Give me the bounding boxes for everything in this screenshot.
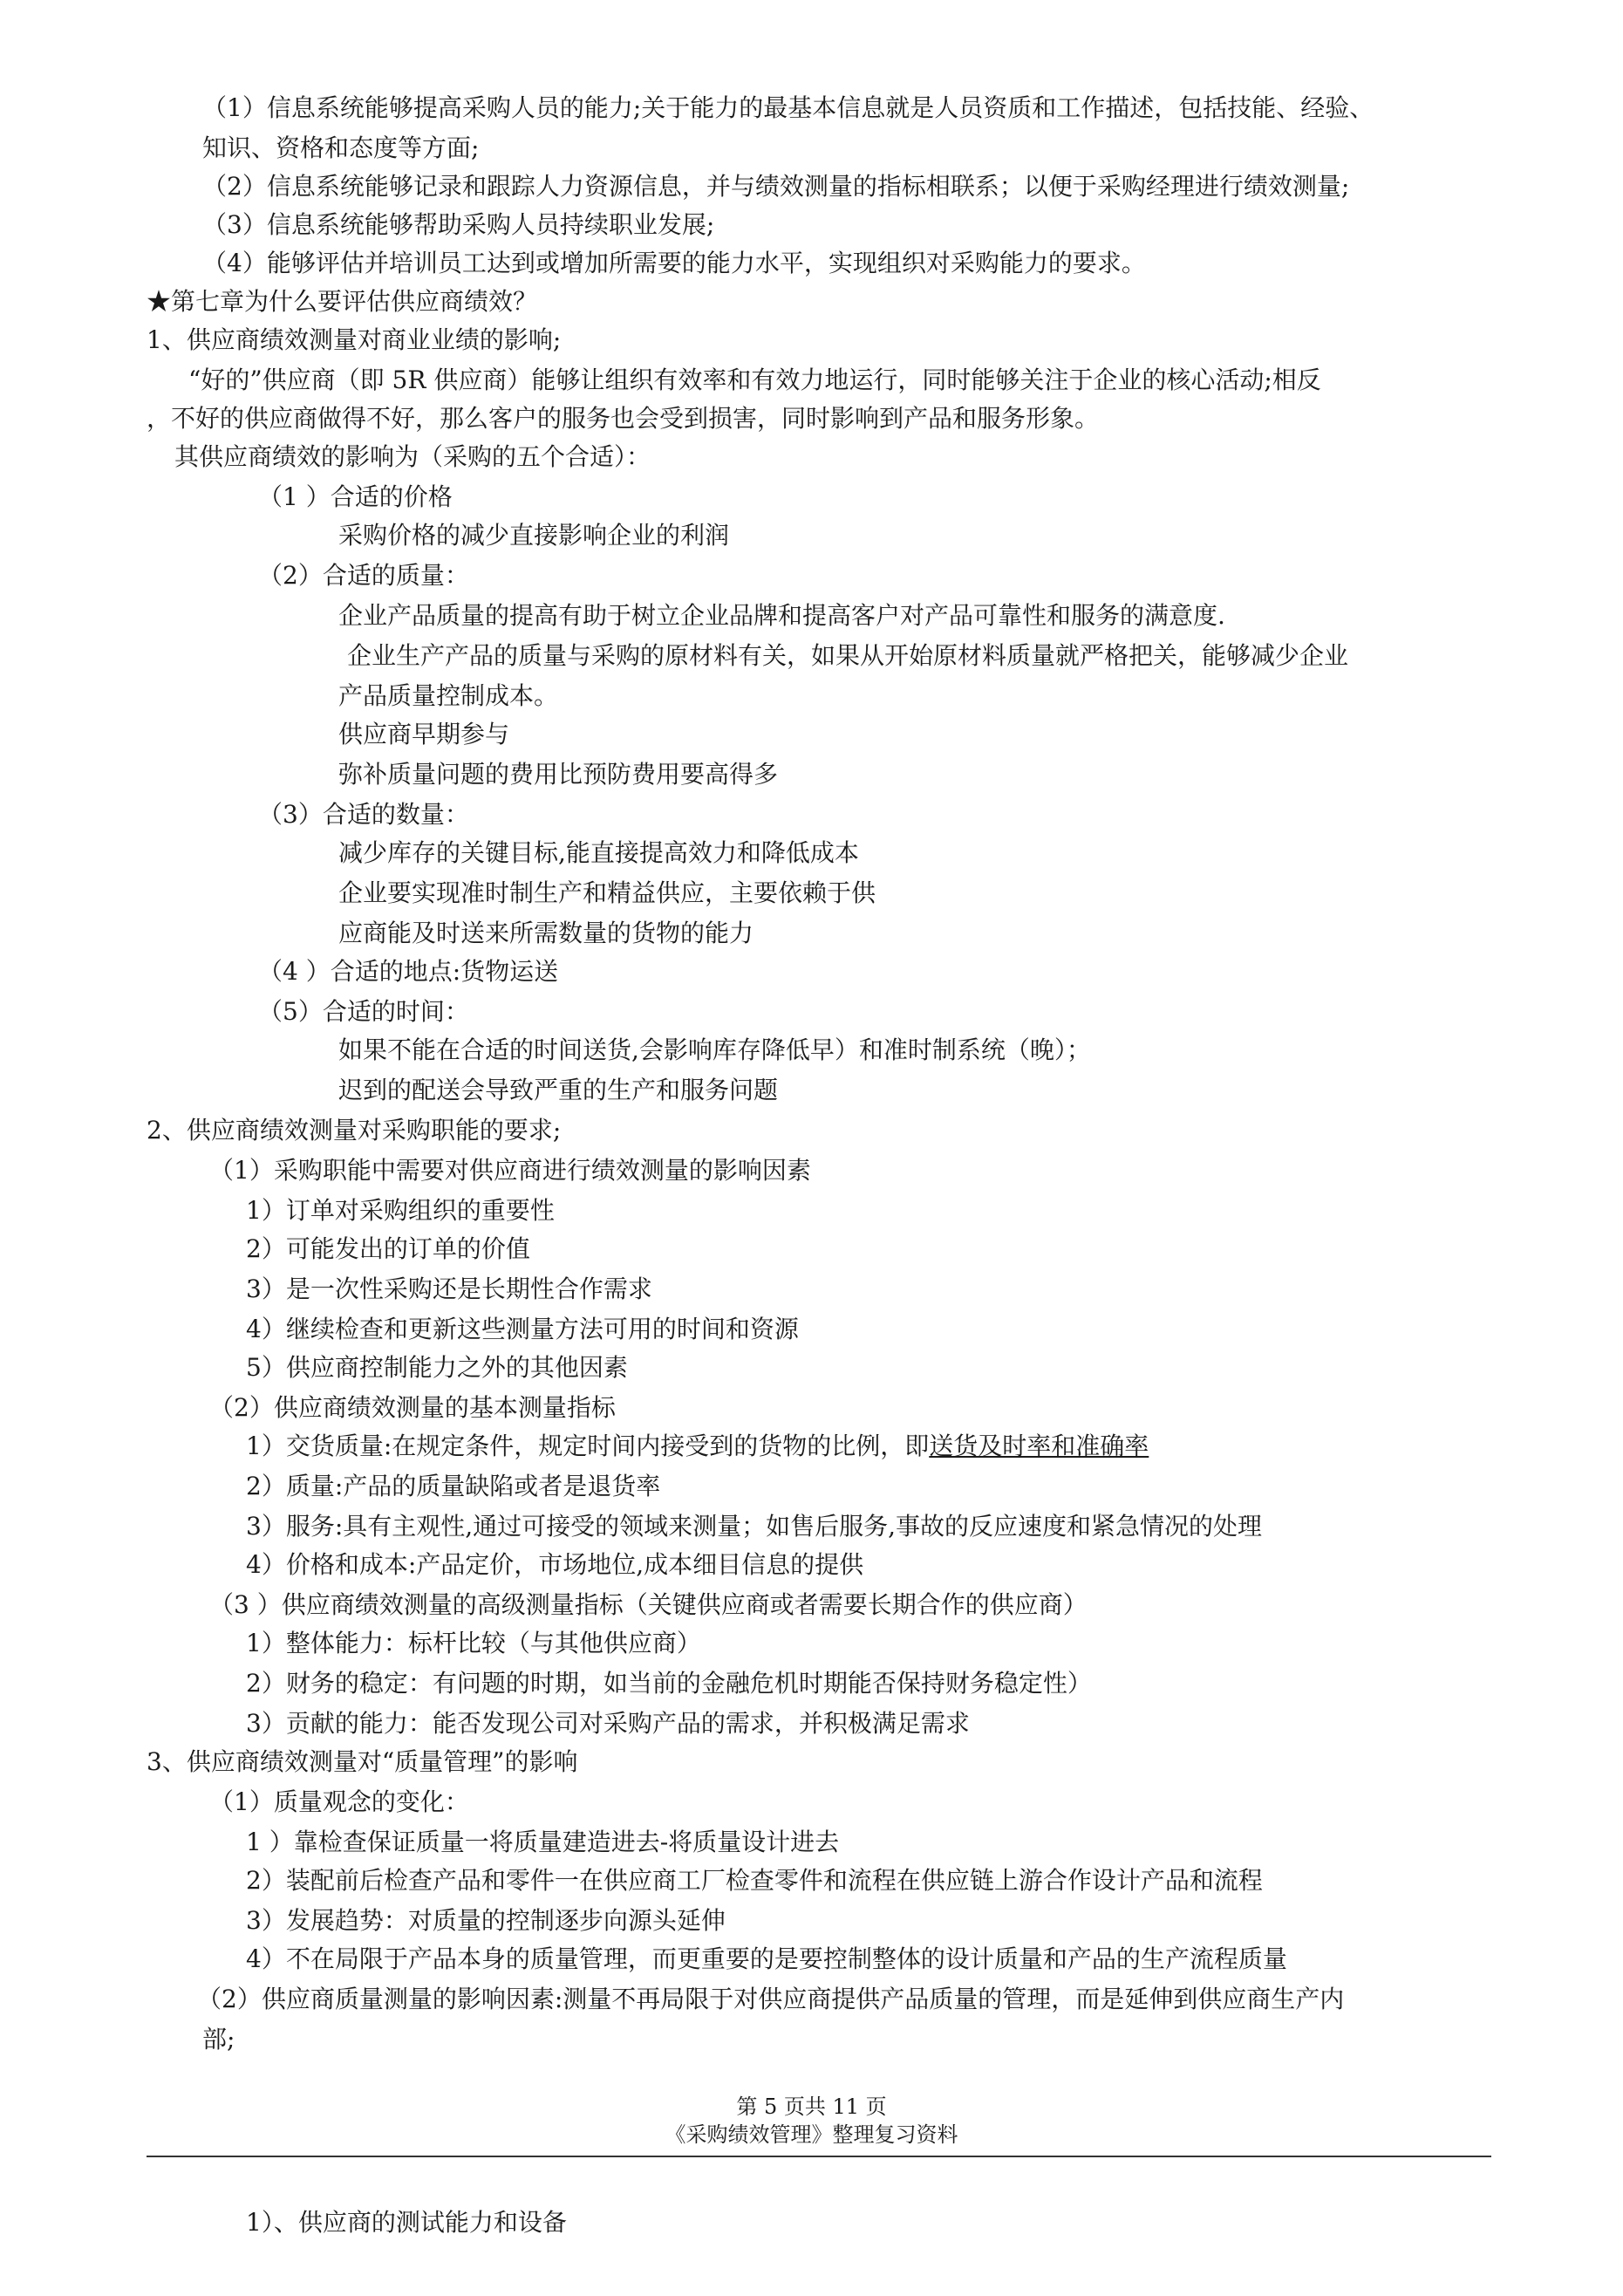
section-heading: 2、供应商绩效测量对采购职能的要求; (147, 1116, 562, 1145)
list-item: 2）财务的稳定：有问题的时期，如当前的金融危机时期能否保持财务稳定性） (246, 1669, 1092, 1698)
list-item: 4）继续检查和更新这些测量方法可用的时间和资源 (246, 1315, 799, 1343)
text-line: 迟到的配送会导致严重的生产和服务问题 (338, 1076, 779, 1104)
list-item: 3）服务:具有主观性,通过可接受的领域来测量；如售后服务,事故的反应速度和紧急情况的处理 (246, 1512, 1263, 1541)
text-line: （3）信息系统能够帮助采购人员持续职业发展; (202, 210, 715, 239)
list-heading: （5）合适的时间： (258, 997, 469, 1026)
text-line: （1）信息系统能够提高采购人员的能力;关于能力的最基本信息就是人员资质和工作描述，包括技能、经验、 (202, 93, 1374, 122)
page-number: 第 5 页共 11 页 (736, 2094, 887, 2119)
document-title: 《采购绩效管理》整理复习资料 (665, 2122, 958, 2147)
text-line: 部; (202, 2025, 235, 2053)
list-item: 3）贡献的能力：能否发现公司对采购产品的需求，并积极满足需求 (246, 1709, 970, 1738)
list-item (246, 1431, 1149, 1462)
list-heading: （1）采购职能中需要对供应商进行绩效测量的影响因素 (209, 1156, 811, 1185)
list-item-text: 1）交货质量:在规定条件，规定时间内接受到的货物的比例，即 (246, 1432, 930, 1460)
list-item: 1）整体能力：标杆比较（与其他供应商） (246, 1629, 701, 1657)
text-line: 其供应商绩效的影响为（采购的五个合适）： (174, 442, 651, 471)
text-line: （2）信息系统能够记录和跟踪人力资源信息，并与绩效测量的指标相联系；以便于采购经理进行绩效测量; (202, 172, 1350, 201)
text-line: ，不好的供应商做得不好，那么客户的服务也会受到损害，同时影响到产品和服务形象。 (147, 404, 1100, 433)
section-heading: 3、供应商绩效测量对“质量管理”的影响 (147, 1747, 578, 1776)
text-line: （4）能够评估并培训员工达到或增加所需要的能力水平，实现组织对采购能力的要求。 (202, 249, 1146, 277)
list-item: 2）质量:产品的质量缺陷或者是退货率 (246, 1472, 661, 1500)
list-item: 2）可能发出的订单的价值 (246, 1234, 530, 1263)
list-item: 3）是一次性采购还是长期性合作需求 (246, 1274, 652, 1303)
list-heading: （2）供应商绩效测量的基本测量指标 (209, 1393, 616, 1422)
text-line: 企业要实现准时制生产和精益供应，主要依赖于供 (338, 878, 876, 907)
list-item: 5）供应商控制能力之外的其他因素 (246, 1353, 628, 1382)
list-heading: （3 ）供应商绩效测量的高级测量指标（关键供应商或者需要长期合作的供应商） (209, 1590, 1088, 1619)
list-item: 1 ）靠检查保证质量一将质量建造进去-将质量设计进去 (246, 1828, 840, 1856)
list-item: 4）不在局限于产品本身的质量管理，而更重要的是要控制整体的设计质量和产品的生产流程质量 (246, 1944, 1287, 1973)
text-line: 应商能及时送来所需数量的货物的能力 (338, 919, 754, 947)
text-line: 企业产品质量的提高有助于树立企业品牌和提高客户对产品可靠性和服务的满意度. (338, 601, 1225, 630)
text-line: “好的”供应商（即 5R 供应商）能够让组织有效率和有效力地运行，同时能够关注于企业的核心活动;相反 (188, 366, 1321, 394)
list-item: 4）价格和成本:产品定价，市场地位,成本细目信息的提供 (246, 1550, 864, 1579)
section-heading: 1、供应商绩效测量对商业业绩的影响; (147, 325, 562, 354)
list-heading: （1）质量观念的变化： (209, 1787, 469, 1816)
text-line: 采购价格的减少直接影响企业的利润 (338, 521, 730, 550)
list-item: 2）装配前后检查产品和零件一在供应商工厂检查零件和流程在供应链上游合作设计产品和流程 (246, 1866, 1263, 1895)
chapter-heading: ★第七章为什么要评估供应商绩效？ (147, 287, 538, 316)
text-line: 减少库存的关键目标,能直接提高效力和降低成本 (338, 838, 859, 867)
footer-divider (147, 2156, 1491, 2157)
list-item: 1）订单对采购组织的重要性 (246, 1196, 555, 1225)
text-line: 知识、资格和态度等方面; (202, 133, 480, 162)
list-heading: （4 ）合适的地点:货物运送 (258, 957, 559, 986)
underlined-term: 送货及时率和准确率 (929, 1432, 1149, 1460)
list-heading: （1 ）合适的价格 (258, 482, 453, 511)
text-line: 企业生产产品的质量与采购的原材料有关，如果从开始原材料质量就严格把关，能够减少企业 (347, 641, 1349, 670)
text-line: 弥补质量问题的费用比预防费用要高得多 (338, 760, 779, 789)
text-line: （2）供应商质量测量的影响因素:测量不再局限于对供应商提供产品质量的管理，而是延伸到供应商生产内 (197, 1985, 1345, 2013)
text-line: 如果不能在合适的时间送货,会影响库存降低早）和准时制系统（晚）； (338, 1035, 1091, 1064)
list-heading: （3）合适的数量： (258, 800, 469, 829)
list-heading: （2）合适的质量： (258, 561, 469, 590)
list-item: 3）发展趋势：对质量的控制逐步向源头延伸 (246, 1906, 726, 1935)
text-line: 1）、供应商的测试能力和设备 (246, 2208, 567, 2237)
text-line: 产品质量控制成本。 (338, 681, 559, 710)
text-line: 供应商早期参与 (338, 720, 510, 748)
